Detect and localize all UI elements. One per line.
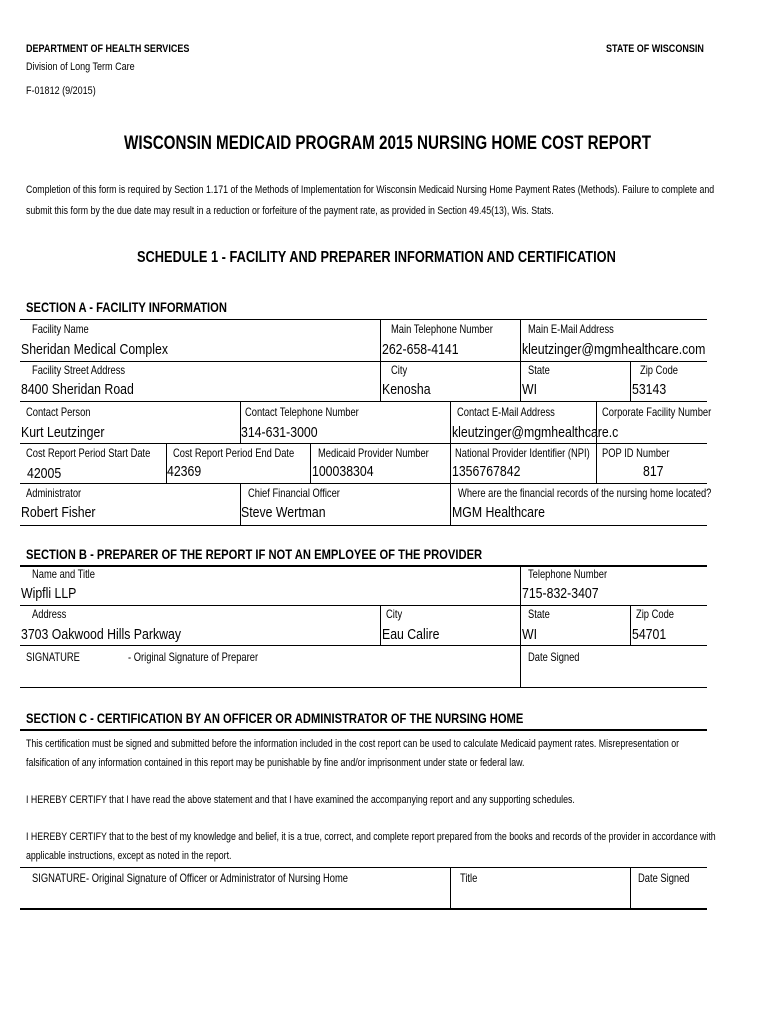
contact-phone-field[interactable]: 314-631-3000 (241, 424, 318, 441)
preparer-name-field[interactable]: Wipfli LLP (21, 585, 77, 602)
preparer-address-field[interactable]: 3703 Oakwood Hills Parkway (21, 626, 181, 643)
cfo-field[interactable]: Steve Wertman (241, 504, 326, 521)
medicaid-provider-field[interactable]: 100038304 (312, 463, 374, 480)
zip-field[interactable]: 53143 (632, 381, 667, 398)
divider (20, 401, 707, 402)
preparer-phone-field[interactable]: 715-832-3407 (522, 585, 599, 602)
main-phone-label: Main Telephone Number (391, 322, 493, 336)
certification-text-3a: I HEREBY CERTIFY that to the best of my knowledge and belief, it is a true, correct, and complete report prepared from the books and records of the provider in accordance with (26, 831, 716, 843)
street-address-label: Facility Street Address (32, 363, 126, 377)
administrator-field[interactable]: Robert Fisher (21, 504, 96, 521)
divider (20, 443, 707, 444)
preparer-zip-field[interactable]: 54701 (632, 626, 667, 643)
section-a-title: SECTION A - FACILITY INFORMATION (26, 299, 227, 315)
preparer-city-label: City (386, 607, 403, 621)
officer-signature-label: SIGNATURE (32, 871, 86, 885)
divider (20, 908, 707, 910)
divider (630, 361, 631, 401)
state-label: State (528, 363, 550, 377)
pop-id-field[interactable]: 817 (643, 463, 664, 480)
divider (630, 867, 631, 909)
divider (20, 605, 707, 606)
divider (520, 319, 521, 361)
npi-field[interactable]: 1356767842 (452, 463, 521, 480)
intro-line-2: submit this form by the due date may result in a reduction or forfeiture of the payment rate, as provided in Section 49.45(13), Wis. Stats. (26, 205, 554, 217)
section-b-title: SECTION B - PREPARER OF THE REPORT IF NOT AN EMPLOYEE OF THE PROVIDER (26, 546, 483, 562)
period-start-label: Cost Report Period Start Date (26, 446, 151, 460)
divider (20, 483, 707, 484)
contact-phone-label: Contact Telephone Number (245, 405, 359, 419)
records-location-field[interactable]: MGM Healthcare (452, 504, 545, 521)
schedule-title: SCHEDULE 1 - FACILITY AND PREPARER INFORMATION AND CERTIFICATION (137, 249, 616, 266)
divider (20, 729, 707, 731)
administrator-label: Administrator (26, 486, 82, 500)
preparer-name-label: Name and Title (32, 567, 95, 581)
corporate-facility-label: Corporate Facility Number (602, 405, 712, 419)
divider (520, 361, 521, 401)
street-address-field[interactable]: 8400 Sheridan Road (21, 381, 134, 398)
form-id: F-01812 (9/2015) (26, 85, 96, 97)
division-name: Division of Long Term Care (26, 61, 135, 73)
certification-text-2: I HEREBY CERTIFY that I have read the above statement and that I have examined the accompanying report and any supporting schedules. (26, 794, 575, 806)
state-field[interactable]: WI (522, 381, 538, 398)
divider (20, 687, 707, 688)
officer-title-field[interactable] (452, 888, 628, 908)
main-email-label: Main E-Mail Address (528, 322, 614, 336)
npi-label: National Provider Identifier (NPI) (455, 446, 590, 460)
officer-date-signed-field[interactable] (632, 888, 707, 908)
contact-person-field[interactable]: Kurt Leutzinger (21, 424, 105, 441)
main-phone-field[interactable]: 262-658-4141 (382, 341, 459, 358)
divider (20, 525, 707, 526)
period-end-field[interactable]: 42369 (167, 463, 202, 480)
divider (380, 319, 381, 361)
officer-signature-desc: - Original Signature of Officer or Administrator of Nursing Home (86, 871, 349, 885)
section-c-title: SECTION C - CERTIFICATION BY AN OFFICER OR ADMINISTRATOR OF THE NURSING HOME (26, 710, 524, 726)
records-location-label: Where are the financial records of the nursing home located? (458, 486, 712, 500)
divider (450, 401, 451, 525)
preparer-date-signed-field[interactable] (522, 665, 707, 685)
preparer-city-field[interactable]: Eau Calire (382, 626, 440, 643)
divider (20, 361, 707, 362)
divider (520, 565, 521, 687)
city-field[interactable]: Kenosha (382, 381, 431, 398)
preparer-address-label: Address (32, 607, 67, 621)
divider (310, 443, 311, 483)
city-label: City (391, 363, 408, 377)
contact-email-label: Contact E-Mail Address (457, 405, 555, 419)
certification-text-3b: applicable instructions, except as noted in the report. (26, 850, 232, 862)
divider (596, 401, 597, 483)
facility-name-label: Facility Name (32, 322, 89, 336)
certification-text-1a: This certification must be signed and submitted before the information included in the cost report can be used to calculate Medicaid payment rates. Misrepresentation or (26, 738, 680, 750)
certification-text-1b: falsification of any information contained in this report may be punishable by fine and/or imprisonment under state or federal law. (26, 757, 525, 769)
preparer-signature-area[interactable] (20, 646, 520, 686)
contact-email-field[interactable]: kleutzinger@mgmhealthcare.c (452, 424, 619, 441)
zip-label: Zip Code (640, 363, 678, 377)
pop-id-label: POP ID Number (602, 446, 670, 460)
preparer-signature-label: SIGNATURE (26, 650, 80, 664)
divider (380, 605, 381, 645)
preparer-state-label: State (528, 607, 550, 621)
divider (380, 361, 381, 401)
contact-person-label: Contact Person (26, 405, 91, 419)
preparer-date-signed-label: Date Signed (528, 650, 580, 664)
department-name: DEPARTMENT OF HEALTH SERVICES (26, 43, 190, 55)
facility-name-field[interactable]: Sheridan Medical Complex (21, 341, 168, 358)
medicaid-provider-label: Medicaid Provider Number (318, 446, 429, 460)
officer-title-label: Title (460, 871, 478, 885)
intro-line-1: Completion of this form is required by Section 1.171 of the Methods of Implementation for Wisconsin Medicaid Nursing Home Payment Rates (Methods). Failure to complete and (26, 184, 715, 196)
preparer-signature-desc: - Original Signature of Preparer (128, 650, 259, 664)
cfo-label: Chief Financial Officer (248, 486, 340, 500)
preparer-state-field[interactable]: WI (522, 626, 538, 643)
divider (630, 605, 631, 645)
preparer-zip-label: Zip Code (636, 607, 674, 621)
page-title: WISCONSIN MEDICAID PROGRAM 2015 NURSING HOME COST REPORT (124, 133, 651, 154)
divider (450, 867, 451, 909)
officer-date-signed-label: Date Signed (638, 871, 690, 885)
preparer-phone-label: Telephone Number (528, 567, 608, 581)
period-end-label: Cost Report Period End Date (173, 446, 295, 460)
period-start-field[interactable]: 42005 (27, 465, 62, 482)
divider (20, 319, 707, 320)
state-name: STATE OF WISCONSIN (606, 43, 704, 55)
main-email-field[interactable]: kleutzinger@mgmhealthcare.com (522, 341, 706, 358)
